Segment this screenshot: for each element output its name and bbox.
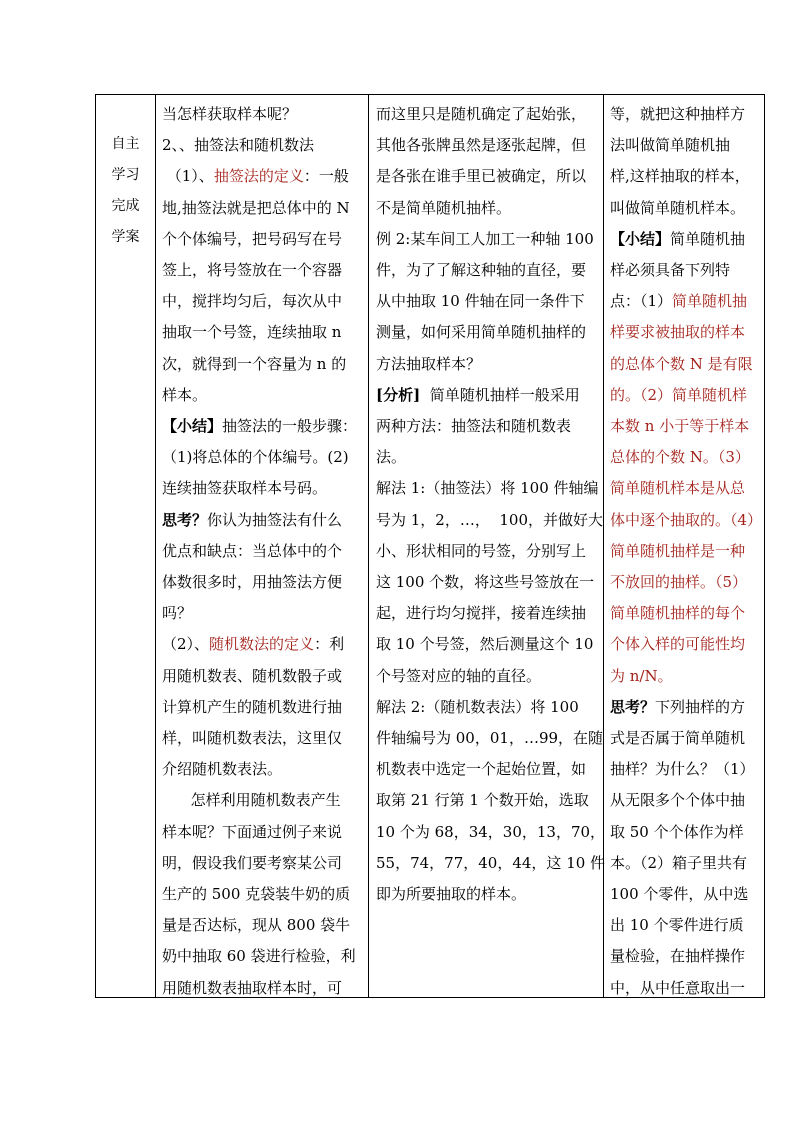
text-segment: 用随机数表抽取样本时，可: [162, 978, 343, 997]
highlight-text: 简单随机样本是从总: [610, 479, 746, 498]
text-segment: 生产的 500 克袋装牛奶的质: [162, 885, 351, 904]
text-segment: 两种方法：抽签法和随机数表: [376, 417, 572, 436]
text-segment: 抽取一个号签，连续抽取 n: [162, 323, 342, 342]
text-line: [162, 692, 366, 723]
text-line: [162, 380, 366, 411]
text-line: [376, 723, 602, 754]
text-line: [376, 629, 602, 660]
text-segment: 简单随机抽样一般采用: [420, 385, 580, 404]
text-segment: 方法抽取样本？: [376, 354, 482, 373]
text-segment: 样本呢？下面通过例子来说: [162, 822, 343, 841]
text-segment: （2）、: [162, 635, 210, 654]
text-line: [376, 224, 602, 255]
highlight-text: 不放回的抽样。（5）: [610, 573, 748, 592]
text-line: [376, 193, 602, 224]
highlight-text: 体中逐个抽取的。（4）: [610, 510, 763, 529]
text-line: [376, 567, 602, 598]
text-line: [162, 661, 366, 692]
text-line: [162, 754, 366, 785]
text-line: [162, 723, 366, 754]
text-line: [376, 255, 602, 286]
text-line: [376, 286, 602, 317]
text-segment: 即为所要抽取的样本。: [376, 885, 527, 904]
text-segment: 等，就把这种抽样方: [610, 105, 746, 123]
text-line: [610, 973, 764, 1004]
section-label-line: 自主: [111, 136, 140, 152]
highlight-text: 总体的个数 N。（3）: [610, 448, 750, 467]
text-column-1: [162, 99, 366, 1004]
bold-heading: 【小结】: [610, 229, 671, 248]
text-segment: 取 10 个号签，然后测量这个 10: [376, 635, 594, 654]
text-segment: 简单随机抽: [670, 229, 746, 248]
text-segment: 介绍随机数表法。: [162, 760, 283, 779]
text-segment: 抽样？为什么？（1）: [610, 760, 755, 779]
text-segment: 中，搅拌均匀后，每次从中: [162, 292, 343, 311]
text-line: [376, 661, 602, 692]
text-segment: 样,这样抽取的样本，: [610, 167, 750, 186]
text-line: [162, 910, 366, 941]
text-line: [610, 598, 764, 629]
text-line: [610, 941, 764, 972]
text-segment: 中，从中任意取出一: [610, 978, 746, 997]
section-label-line: 学习: [111, 167, 140, 183]
text-segment: 例 2:某车间工人加工一种轴 100: [376, 229, 594, 248]
text-line: [376, 317, 602, 348]
highlight-text: 样要求被抽取的样本: [610, 323, 746, 342]
text-segment: 这 100 个数，将这些号签放在一: [376, 573, 595, 592]
text-segment: 抽签法的一般步骤：: [222, 417, 358, 436]
text-line: [610, 879, 764, 910]
text-line: [162, 349, 366, 380]
text-segment: ：利: [314, 635, 345, 654]
text-segment: ：一般: [303, 167, 349, 186]
highlight-text: 简单随机抽: [672, 292, 748, 311]
text-line: [610, 723, 764, 754]
text-line: [610, 255, 764, 286]
text-segment: 明，假设我们要考察某公司: [162, 853, 343, 872]
text-line: [610, 785, 764, 816]
text-segment: 奶中抽取 60 袋进行检验，利: [162, 947, 356, 966]
text-column-2: [376, 99, 606, 910]
text-line: [162, 130, 366, 161]
text-line: [162, 598, 366, 629]
text-segment: 个号签对应的轴的直径。: [376, 666, 542, 685]
text-segment: 解法 2:（随机数表法）将 100: [376, 697, 579, 716]
text-line: [162, 411, 366, 442]
highlight-text: 的总体个数 N 是有限: [610, 354, 753, 373]
section-label: [96, 129, 155, 253]
text-segment: 吗？: [162, 604, 193, 623]
text-line: [376, 99, 602, 130]
text-segment: 优点和缺点：当总体中的个: [162, 541, 343, 560]
text-line: [610, 99, 764, 130]
text-line: [376, 411, 602, 442]
highlight-text: 简单随机抽样的每个: [610, 604, 746, 623]
text-segment: 次，就得到一个容量为 n 的: [162, 354, 347, 373]
text-line: [162, 629, 366, 660]
text-line: [376, 879, 602, 910]
text-segment: 下列抽样的方: [655, 697, 746, 716]
text-segment: 法。: [376, 448, 407, 467]
text-segment: 本。（2）箱子里共有: [610, 853, 748, 872]
section-label-line: 完成: [111, 198, 140, 214]
text-line: [610, 910, 764, 941]
text-line: [162, 255, 366, 286]
text-segment: 其他各张牌虽然是逐张起牌，但: [376, 136, 587, 155]
text-line: [376, 349, 602, 380]
text-segment: 当怎样获取样本呢？: [162, 105, 298, 123]
text-line: [610, 754, 764, 785]
text-segment: 出 10 个零件进行质: [610, 916, 744, 935]
text-line: [162, 473, 366, 504]
text-line: [162, 505, 366, 536]
text-segment: 怎样利用随机数表产生: [162, 791, 341, 810]
text-line: [376, 130, 602, 161]
text-segment: 签上，将号签放在一个容器: [162, 261, 343, 280]
text-line: [376, 754, 602, 785]
text-line: [162, 567, 366, 598]
text-line: [610, 692, 764, 723]
text-line: [610, 193, 764, 224]
text-line: [162, 99, 366, 130]
text-line: [162, 224, 366, 255]
text-segment: 是各张在谁手里已被确定，所以: [376, 167, 587, 186]
text-segment: 样必须具备下列特: [610, 261, 731, 280]
text-line: [162, 442, 366, 473]
text-segment: 解法 1:（抽签法）将 100 件轴编: [376, 479, 599, 498]
text-line: [376, 692, 602, 723]
text-segment: 样，叫随机数表法，这里仅: [162, 729, 343, 748]
text-segment: 计算机产生的随机数进行抽: [162, 697, 343, 716]
text-segment: 量是否达标，现从 800 袋牛: [162, 916, 351, 935]
text-line: [162, 286, 366, 317]
highlight-text: 简单随机抽样是一种: [610, 541, 746, 560]
text-segment: 小、形状相同的号签，分别写上: [376, 541, 587, 560]
text-line: [162, 536, 366, 567]
text-line: [376, 536, 602, 567]
text-segment: 量检验，在抽样操作: [610, 947, 746, 966]
text-segment: 起，进行均匀搅拌，接着连续抽: [376, 604, 587, 623]
bold-heading: 【小结】: [162, 417, 223, 436]
text-segment: 测量，如何采用简单随机抽样的: [376, 323, 587, 342]
text-line: [610, 473, 764, 504]
text-line: [610, 817, 764, 848]
highlight-text: 随机数法的定义: [209, 635, 315, 654]
text-line: [162, 848, 366, 879]
text-segment: 100 个零件，从中选: [610, 885, 749, 904]
highlight-text: 本数 n 小于等于样本: [610, 417, 750, 436]
text-line: [610, 130, 764, 161]
text-segment: 取 50 个个体作为样: [610, 822, 744, 841]
text-line: [610, 505, 764, 536]
text-line: [610, 349, 764, 380]
text-segment: 体数很多时，用抽签法方便: [162, 573, 343, 592]
highlight-text: 为 n/N。: [610, 666, 673, 685]
text-line: [610, 224, 764, 255]
text-line: [162, 879, 366, 910]
text-segment: 10 个为 68，34，30，13，70，: [376, 822, 606, 841]
text-segment: 连续抽签获取样本号码。: [162, 479, 328, 498]
text-segment: 你认为抽签法有什么: [207, 510, 343, 529]
section-label-line: 学案: [111, 229, 140, 245]
text-segment: 取第 21 行第 1 个数开始，选取: [376, 791, 589, 810]
text-column-3: [610, 99, 764, 1004]
text-line: [610, 380, 764, 411]
text-segment: 式是否属于简单随机: [610, 729, 746, 748]
text-segment: 而这里只是随机确定了起始张，: [376, 105, 587, 123]
text-line: [376, 817, 606, 848]
text-segment: 法叫做简单随机抽: [610, 136, 731, 155]
text-segment: 件轴编号为 00，01，…99，在随: [376, 729, 604, 748]
text-line: [162, 193, 366, 224]
study-table: [95, 94, 765, 998]
text-line: [610, 161, 764, 192]
column-divider: [368, 95, 369, 997]
text-line: [610, 629, 764, 660]
text-line: [610, 442, 764, 473]
text-line: [610, 567, 764, 598]
text-line: [376, 785, 602, 816]
text-segment: （1)将总体的个体编号。(2): [162, 448, 349, 467]
text-line: [376, 848, 606, 879]
text-line: [376, 598, 602, 629]
text-line: [376, 442, 602, 473]
column-divider: [155, 95, 156, 997]
text-segment: 号为 1，2，…， 100，并做好大: [376, 510, 604, 529]
text-segment: 个个体编号，把号码写在号: [162, 229, 343, 248]
text-line: [162, 317, 366, 348]
text-segment: 55，74，77，40，44，这 10 件: [376, 853, 606, 872]
bold-heading: [分析]: [376, 385, 421, 404]
text-line: [376, 473, 602, 504]
text-segment: 件，为了了解这种轴的直径，要: [376, 261, 587, 280]
text-line: [162, 785, 366, 816]
text-segment: 地,抽签法就是把总体中的 N: [162, 198, 350, 217]
highlight-text: 个体入样的可能性均: [610, 635, 746, 654]
highlight-text: 抽签法的定义: [213, 167, 304, 186]
text-segment: 2、、抽签法和随机数法: [162, 136, 315, 155]
text-line: [610, 536, 764, 567]
text-segment: 叫做简单随机样本。: [610, 198, 746, 217]
text-line: [610, 411, 764, 442]
text-segment: 从无限多个个体中抽: [610, 791, 746, 810]
text-line: [162, 817, 366, 848]
text-line: [610, 848, 764, 879]
text-line: [376, 161, 602, 192]
text-segment: 点：（1）: [610, 292, 673, 311]
text-line: [610, 317, 764, 348]
text-line: [162, 941, 366, 972]
text-segment: 不是简单随机抽样。: [376, 198, 512, 217]
text-line: [162, 973, 366, 1004]
text-segment: 用随机数表、随机数骰子或: [162, 666, 343, 685]
highlight-text: 的。（2）简单随机样: [610, 385, 748, 404]
text-line: [376, 380, 602, 411]
text-segment: 样本。: [162, 385, 208, 404]
text-segment: （1）、: [162, 167, 214, 186]
text-line: [162, 161, 366, 192]
text-line: [610, 661, 764, 692]
text-line: [610, 286, 764, 317]
bold-heading: 思考？: [162, 510, 208, 529]
text-segment: 从中抽取 10 件轴在同一条件下: [376, 292, 585, 311]
text-line: [376, 505, 602, 536]
bold-heading: 思考？: [610, 697, 656, 716]
text-segment: 机数表中选定一个起始位置，如: [376, 760, 587, 779]
